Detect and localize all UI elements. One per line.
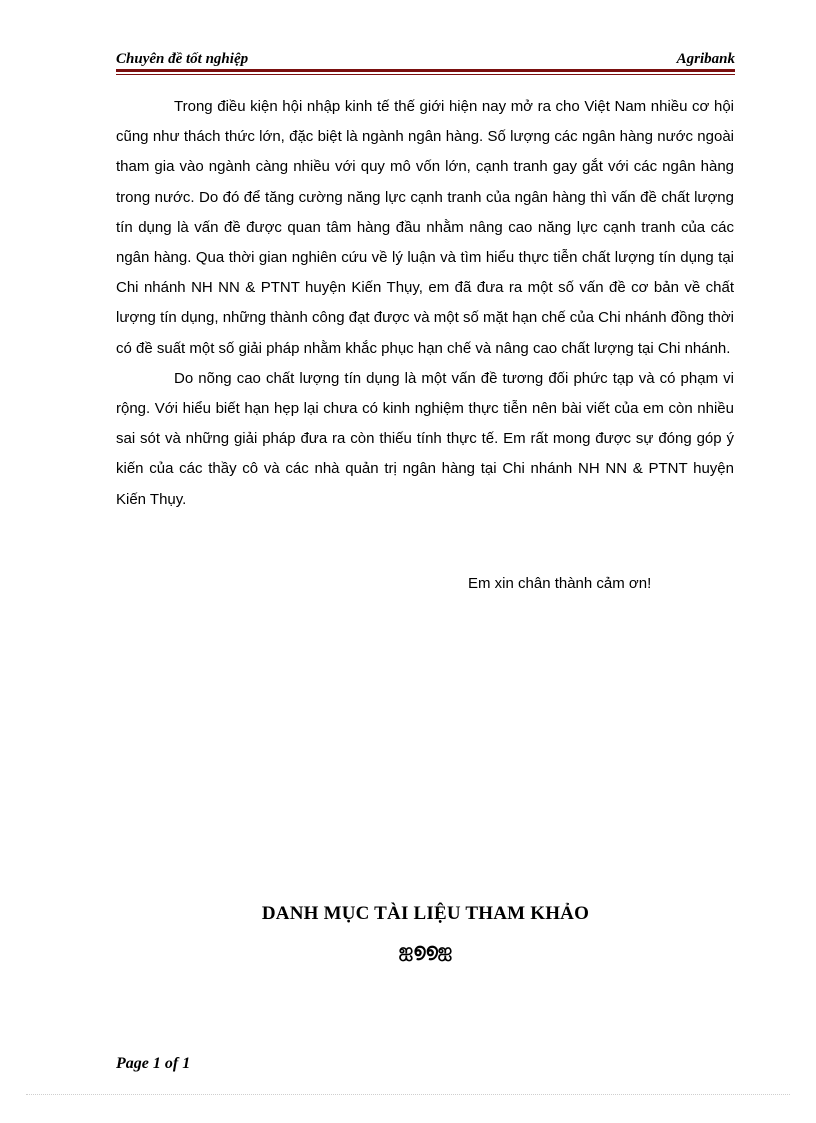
page-footer: Page 1 of 1 [116,1055,191,1072]
header-rule-thin [116,74,735,75]
header-rule-thick [116,69,735,72]
paragraph-2: Do nõng cao chất lượng tín dụng là một vấn đề tương đối phức tạp và có phạm vi rộng. Với hiểu biết hạn hẹp lại chưa có kinh nghiệm thực tiễn nên bài viết của em còn nhiều sai sót và những giải pháp đưa ra còn thiếu tính thực tế. Em rất mong được sự đóng góp ý kiến của các thầy cô và các nhà quản trị ngân hàng tại Chi nhánh NH NN & PTNT huyện Kiến Thụy. [116,369,734,508]
header-organization: Agribank [676,51,735,67]
section-title: DANH MỤC TÀI LIỆU THAM KHẢO [261,903,590,924]
ornament-divider: ஐ൭൭ஐ [398,940,453,960]
body-text [116,92,734,515]
page-bottom-border [26,1094,790,1095]
closing-thanks: Em xin chân thành cảm ơn! [468,575,652,592]
paragraph-1: Trong điều kiện hội nhập kinh tế thế giới hiện nay mở ra cho Việt Nam nhiều cơ hội cũng như thách thức lớn, đặc biệt là ngành ngân hàng. Số lượng các ngân hàng nước ngoài tham gia vào ngành càng nhiều với quy mô vốn lớn, cạnh tranh gay gắt với các ngân hàng trong nước. Do đó để tăng cường năng lực cạnh tranh của ngân hàng thì vấn đề chất lượng tín dụng là vấn đề được quan tâm hàng đầu nhằm nâng cao năng lực cạnh tranh của các ngân hàng. Qua thời gian nghiên cứu về lý luận và tìm hiểu thực tiễn chất lượng tín dụng tại Chi nhánh NH NN & PTNT huyện Kiến Thụy, em đã đưa ra một số vấn đề cơ bản về chất lượng tín dụng, những thành công đạt được và một số mặt hạn chế của Chi nhánh đồng thời có đề suất một số giải pháp nhằm khắc phục hạn chế và nâng cao chất lượng tại Chi nhánh. [116,98,734,357]
header-title: Chuyên đề tốt nghiệp [116,51,249,67]
